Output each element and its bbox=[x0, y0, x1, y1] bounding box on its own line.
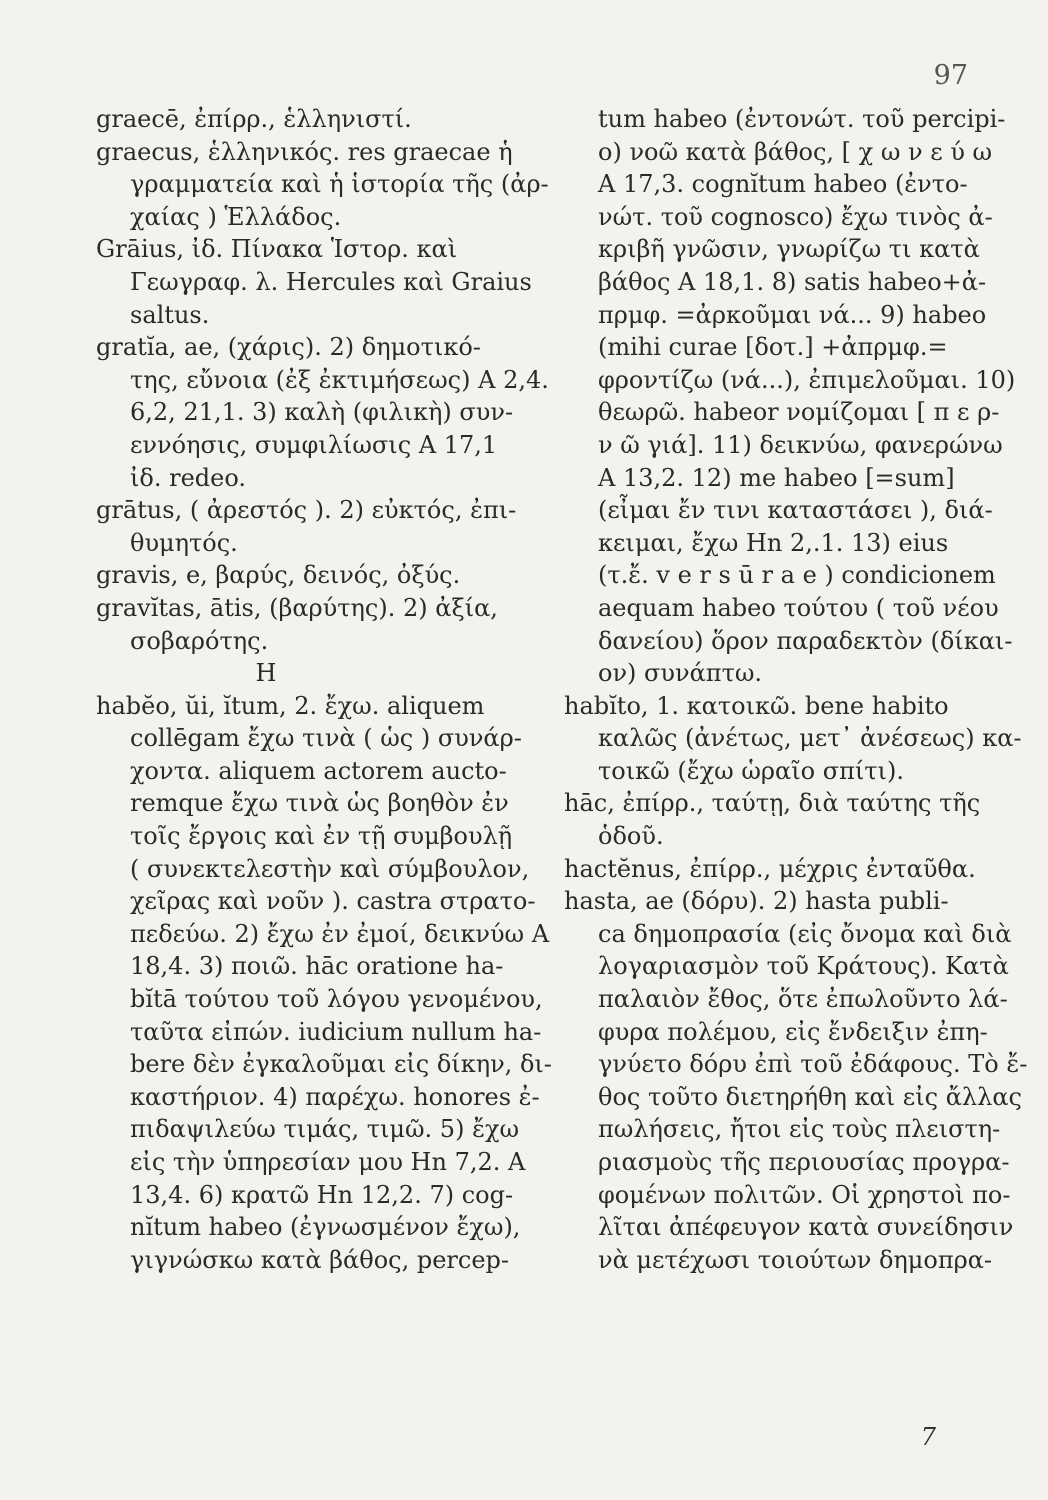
text-line: Γεωγραφ. λ. Hercules καὶ Graius bbox=[130, 267, 532, 296]
text-line: γνύετο δόρυ ἐπὶ τοῦ ἐδάφους. Τὸ ἔ- bbox=[598, 1050, 1028, 1079]
text-line: κειμαι, ἔχω Hn 2,.1. 13) eius bbox=[598, 528, 949, 557]
text-line: δανείου) ὅρον παραδεκτὸν (δίκαι- bbox=[598, 626, 1013, 655]
text-line: 13,4. 6) κρατῶ Hn 12,2. 7) cog- bbox=[130, 1180, 514, 1209]
text-line: κριβῆ γνῶσιν, γνωρίζω τι κατὰ bbox=[598, 235, 980, 264]
section-heading: H bbox=[255, 659, 277, 688]
text-line: bĭtā τούτου τοῦ λόγου γενομένου, bbox=[130, 985, 543, 1014]
text-line: χεῖρας καὶ νοῦν ). castra στρατο- bbox=[130, 887, 536, 916]
text-line: (mihi curae [δοτ.] +ἀπρμφ.= bbox=[598, 333, 948, 362]
text-line: nĭtum habeo (ἐγνωσμένον ἔχω), bbox=[130, 1213, 521, 1242]
text-line: βάθος A 18,1. 8) satis habeo+ἀ- bbox=[598, 267, 987, 296]
text-line: της, εὔνοια (ἐξ ἐκτιμήσεως) A 2,4. bbox=[130, 365, 549, 394]
text-line: (εἶμαι ἔν τινι καταστάσει ), διά- bbox=[598, 496, 993, 525]
text-line: hāc, ἐπίρρ., ταύτῃ, διὰ ταύτης τῆς bbox=[564, 789, 981, 818]
text-line: Grāius, ἰδ. Πίνακα Ἱστορ. καὶ bbox=[96, 235, 458, 264]
text-line: gravĭtas, ātis, (βαρύτης). 2) ἀξία, bbox=[96, 593, 498, 622]
text-line: νὰ μετέχωσι τοιούτων δημοπρα- bbox=[598, 1245, 993, 1274]
text-line: φομένων πολιτῶν. Οἱ χρηστοὶ πο- bbox=[598, 1180, 1011, 1209]
text-line: ὁδοῦ. bbox=[598, 822, 664, 851]
text-line: A 17,3. cognĭtum habeo (ἐντο- bbox=[598, 170, 968, 199]
text-line: πεδεύω. 2) ἔχω ἐν ἐμοί, δεικνύω A bbox=[130, 919, 550, 948]
text-line: grātus, ( ἀρεστός ). 2) εὐκτός, ἐπι- bbox=[96, 496, 517, 525]
text-line: λογαριασμὸν τοῦ Κράτους). Κατὰ bbox=[598, 952, 1009, 981]
text-line: A 13,2. 12) me habeo [=sum] bbox=[598, 463, 955, 492]
text-line: πωλήσεις, ἤτοι εἰς τοὺς πλειστη- bbox=[598, 1115, 1001, 1144]
text-line: 6,2, 21,1. 3) καλὴ (φιλικὴ) συν- bbox=[130, 398, 514, 427]
text-line: φυρα πολέμου, εἰς ἔνδειξιν ἐπη- bbox=[598, 1017, 988, 1046]
text-line: ca δημοπρασία (εἰς ὄνομα καὶ διὰ bbox=[598, 919, 1012, 948]
text-line: πρμφ. =ἀρκοῦμαι νά... 9) habeo bbox=[598, 300, 987, 329]
text-line: θυμητός. bbox=[130, 528, 238, 557]
text-line: (τ.ἔ. v e r s ū r a e ) condicionem bbox=[598, 561, 996, 590]
text-line: λῖται ἀπέφευγον κατὰ συνείδησιν bbox=[598, 1213, 1014, 1242]
text-line: ταῦτα εἰπών. iudicium nullum ha- bbox=[130, 1017, 542, 1046]
text-line: gravis, e, βαρύς, δεινός, ὀξύς. bbox=[96, 561, 461, 590]
left-column bbox=[96, 103, 552, 1276]
text-line: ριασμοὺς τῆς περιουσίας προγρα- bbox=[598, 1148, 1010, 1176]
text-line: καλῶς (ἀνέτως, μετ᾿ ἀνέσεως) κα- bbox=[598, 724, 1022, 753]
text-line: aequam habeo τούτου ( τοῦ νέου bbox=[598, 593, 999, 622]
text-line: εννόησις, συμφιλίωσις A 17,1 bbox=[130, 430, 498, 459]
text-line: καστήριον. 4) παρέχω. honores ἐ- bbox=[130, 1082, 540, 1111]
text-line: θεωρῶ. habeor νομίζομαι [ π ε ρ- bbox=[598, 398, 1000, 427]
text-line: τοῖς ἔργοις καὶ ἐν τῇ συμβουλῇ bbox=[130, 822, 513, 851]
text-line: ( συνεκτελεστὴν καὶ σύμβουλον, bbox=[130, 854, 530, 883]
text-line: graecē, ἐπίρρ., ἑλληνιστί. bbox=[96, 105, 412, 133]
text-line: ἰδ. redeo. bbox=[130, 463, 247, 492]
text-line: habĭto, 1. κατοικῶ. bene habito bbox=[564, 691, 949, 720]
text-line: collēgam ἔχω τινὰ ( ὡς ) συνάρ- bbox=[130, 724, 522, 753]
text-line: habĕo, ŭi, ĭtum, 2. ἔχω. aliquem bbox=[96, 691, 485, 720]
text-line: bere δὲν ἐγκαλοῦμαι εἰς δίκην, δι- bbox=[130, 1050, 552, 1079]
text-line: τοικῶ (ἔχω ὡραῖο σπίτι). bbox=[598, 756, 904, 785]
text-line: παλαιὸν ἔθος, ὅτε ἐπωλοῦντο λά- bbox=[598, 985, 1008, 1014]
text-line: tum habeo (ἐντονώτ. τοῦ percipi- bbox=[598, 105, 1006, 133]
signature-mark: 7 bbox=[920, 1423, 936, 1451]
right-column bbox=[564, 103, 1028, 1276]
text-line: gratĭa, ae, (χάρις). 2) δημοτικό- bbox=[96, 333, 481, 362]
text-line: γραμματεία καὶ ἡ ἱστορία τῆς (ἀρ- bbox=[130, 170, 549, 199]
text-line: graecus, ἑλληνικός. res graecae ἡ bbox=[96, 137, 513, 166]
text-line: remque ἔχω τινὰ ὡς βοηθὸν ἐν bbox=[130, 789, 509, 818]
text-line: 18,4. 3) ποιῶ. hāc oratione ha- bbox=[130, 952, 504, 981]
text-line: γιγνώσκω κατὰ βάθος, percep- bbox=[130, 1245, 509, 1274]
text-line: πιδαψιλεύω τιμάς, τιμῶ. 5) ἔχω bbox=[130, 1115, 520, 1144]
text-line: θος τοῦτο διετηρήθη καὶ εἰς ἄλλας bbox=[598, 1082, 1022, 1111]
text-line: ον) συνάπτω. bbox=[598, 659, 763, 688]
text-line: φροντίζω (νά...), ἐπιμελοῦμαι. 10) bbox=[598, 365, 1016, 394]
text-line: hactĕnus, ἐπίρρ., μέχρις ἐνταῦθα. bbox=[564, 854, 976, 883]
text-line: εἰς τὴν ὑπηρεσίαν μου Hn 7,2. A bbox=[130, 1148, 526, 1176]
page-number: 97 bbox=[933, 60, 968, 91]
text-line: σοβαρότης. bbox=[130, 626, 269, 655]
text-line: hasta, ae (δόρυ). 2) hasta publi- bbox=[564, 887, 949, 916]
text-line: ν ῶ γιά]. 11) δεικνύω, φανερώνω bbox=[598, 430, 1003, 459]
text-line: χοντα. aliquem actorem aucto- bbox=[130, 756, 507, 785]
text-line: saltus. bbox=[130, 300, 210, 329]
text-line: o) νοῶ κατὰ βάθος, [ χ ω ν ε ύ ω bbox=[598, 137, 993, 166]
text-line: χαίας ) Ἑλλάδος. bbox=[130, 202, 342, 231]
text-line: νώτ. τοῦ cognosco) ἔχω τινὸς ἀ- bbox=[598, 202, 993, 231]
